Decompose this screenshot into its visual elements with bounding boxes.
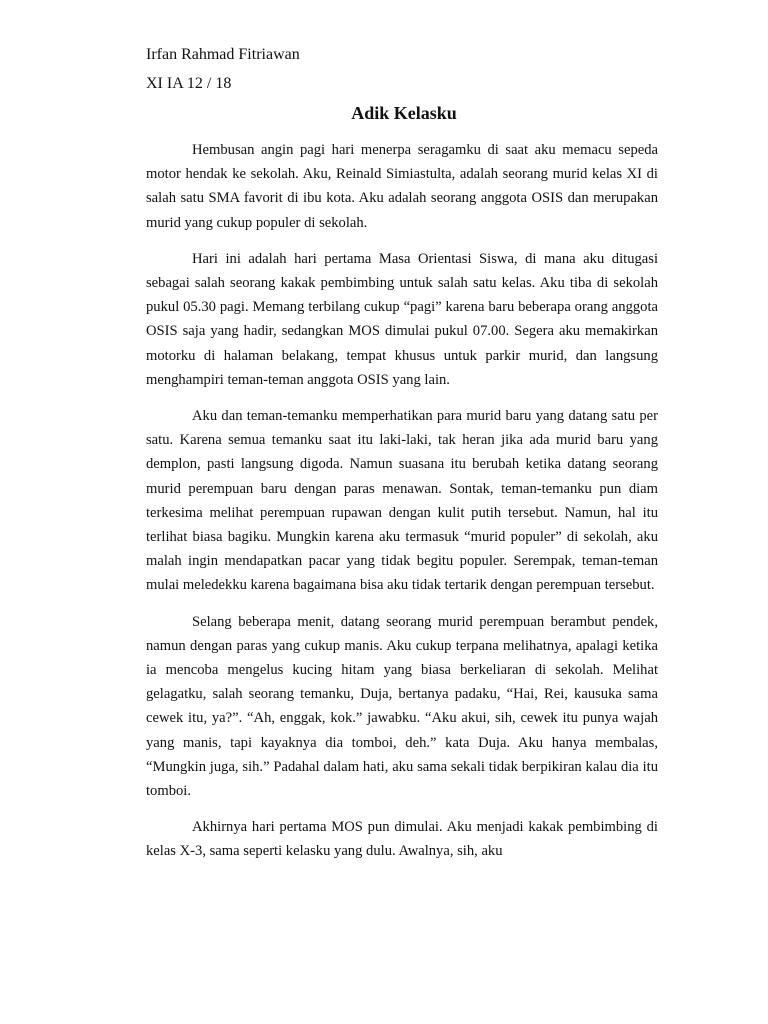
paragraph-4: Selang beberapa menit, datang seorang murid perempuan berambut pendek, namun dengan paras yang cukup manis. Aku cukup terpana melihatnya, apalagi ketika ia mencoba mengelus kucing hitam yang biasa berkeliaran di sekolah. Melihat gelagatku, salah seorang temanku, Duja, bertanya padaku, “Hai, Rei, kausuka sama cewek itu, ya?”. “Ah, enggak, kok.” jawabku. “Aku akui, sih, cewek itu punya wajah yang manis, tapi kayaknya dia tomboi, deh.” kata Duja. Aku hanya membalas, “Mungkin juga, sih.” Padahal dalam hati, aku sama sekali tidak berpikiran kalau dia itu tomboi.	[146, 613, 658, 800]
story-title: Adik Kelasku	[351, 103, 457, 123]
paragraph-2: Hari ini adalah hari pertama Masa Orientasi Siswa, di mana aku ditugasi sebagai salah seorang kakak pembimbing untuk salah satu kelas. Aku tiba di sekolah pukul 05.30 pagi. Memang terbilang cukup “pagi” karena baru beberapa orang anggota OSIS saja yang hadir, sedangkan MOS dimulai pukul 07.00. Segera aku memakirkan motorku di halaman belakang, tempat khusus untuk parkir murid, dan langsung menghampiri teman-teman anggota OSIS yang lain.	[146, 250, 658, 388]
paragraph-3: Aku dan teman-temanku memperhatikan para murid baru yang datang satu per satu. Karena semua temanku saat itu laki-laki, tak heran jika ada murid baru yang demplon, pasti langsung digoda. Namun suasana itu berubah ketika datang seorang murid perempuan baru dengan paras menawan. Sontak, teman-temanku pun diam terkesima melihat perempuan rupawan dengan kulit putih tersebut. Namun, hal itu terlihat biasa bagiku. Mungkin karena aku termasuk “murid populer” di sekolah, aku malah ingin mendapatkan pacar yang tidak begitu populer. Serempak, teman-teman mulai meledekku karena bagaimana bisa aku tidak tertarik dengan perempuan tersebut.	[146, 408, 658, 594]
class-info: XI IA 12 / 18	[146, 75, 232, 92]
paragraph-1: Hembusan angin pagi hari menerpa seragamku di saat aku memacu sepeda motor hendak ke sekolah. Aku, Reinald Simiastulta, adalah seorang murid kelas XI di salah satu SMA favorit di ibu kota. Aku adalah seorang anggota OSIS dan merupakan murid yang cukup populer di sekolah.	[146, 142, 658, 231]
paragraph-5: Akhirnya hari pertama MOS pun dimulai. Aku menjadi kakak pembimbing di kelas X-3, sama seperti kelasku yang dulu. Awalnya, sih, aku	[146, 819, 658, 860]
author-name: Irfan Rahmad Fitriawan	[146, 46, 300, 63]
document-page	[146, 40, 658, 876]
